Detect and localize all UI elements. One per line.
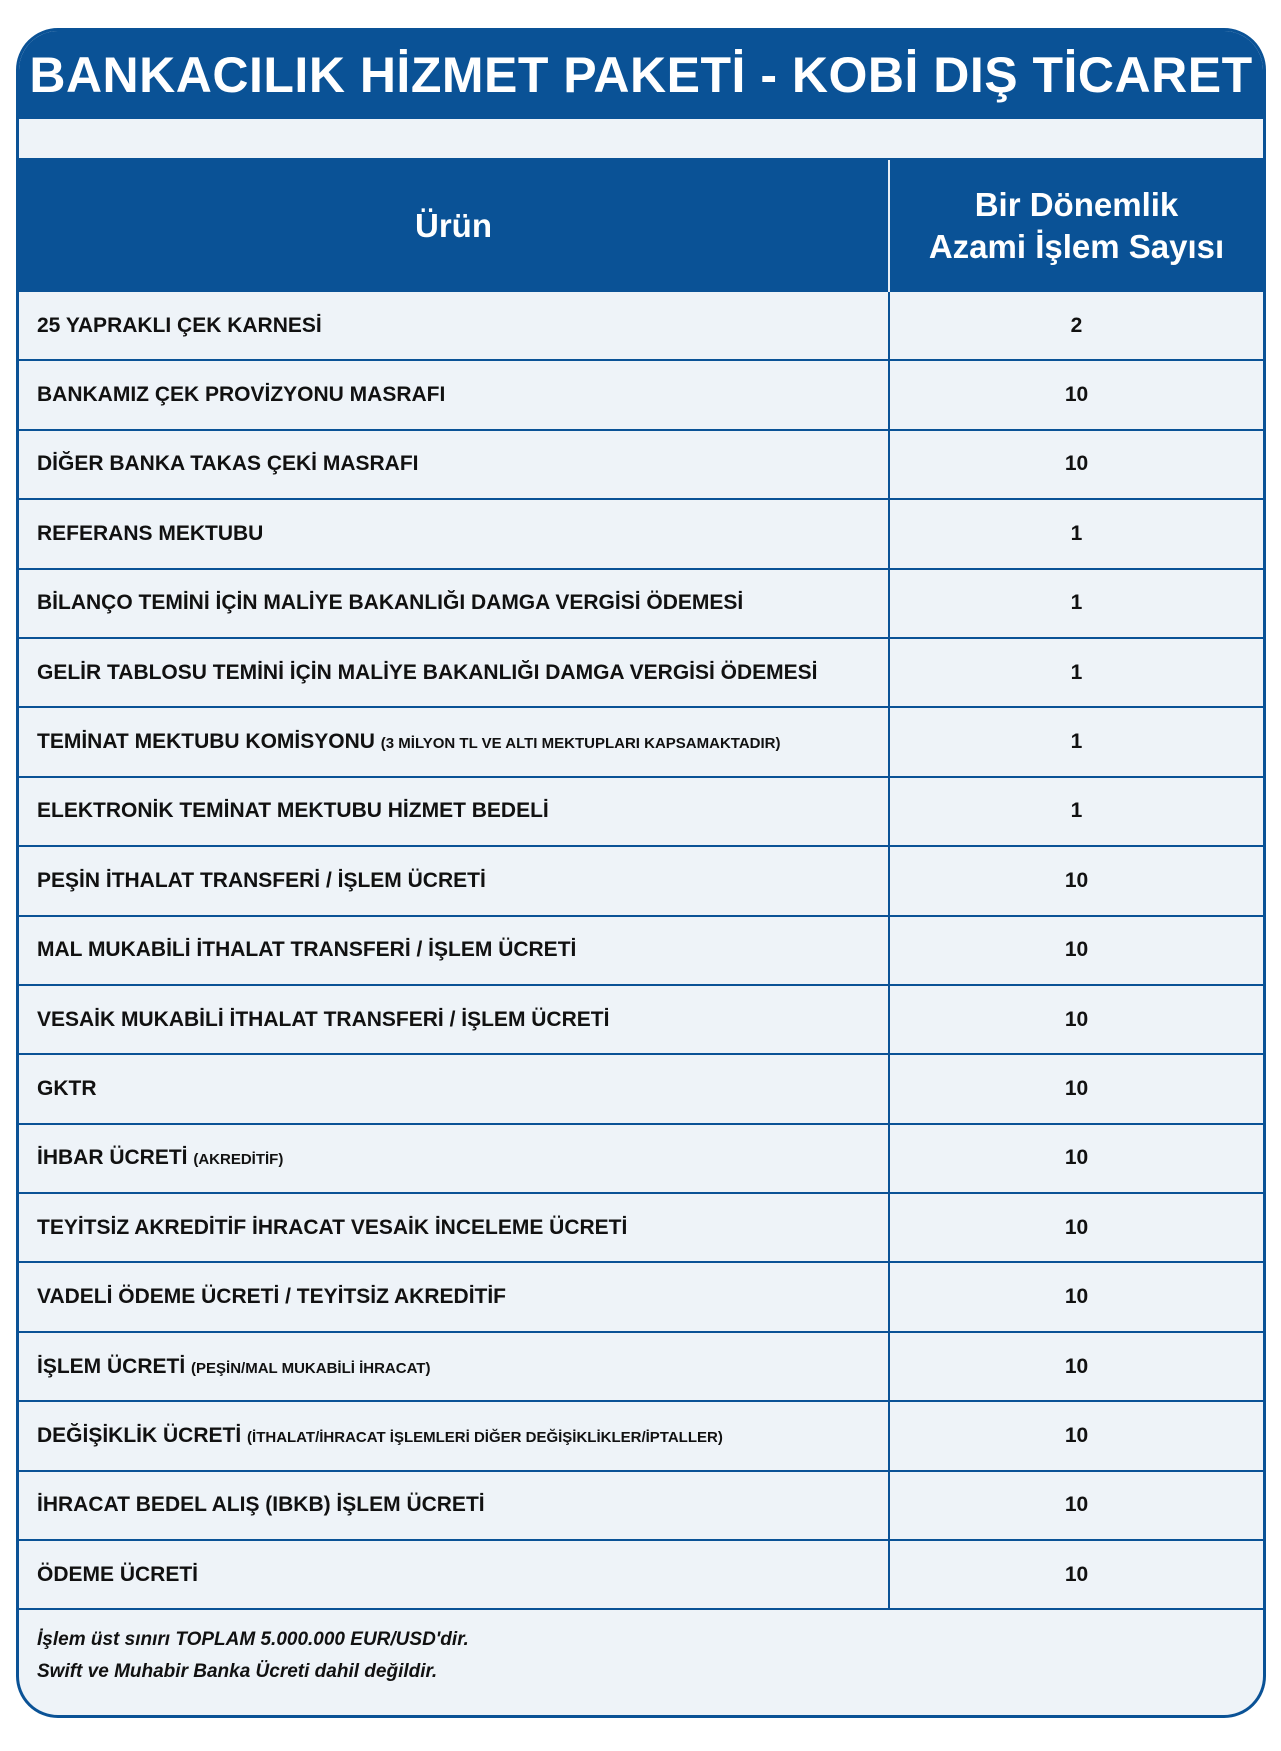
row-product-name: 25 YAPRAKLI ÇEK KARNESİ [37, 313, 322, 337]
page-title: BANKACILIK HİZMET PAKETİ - KOBİ DIŞ TİCARET [19, 31, 1263, 119]
row-count: 10 [889, 1262, 1263, 1331]
row-product-note: (3 MİLYON TL VE ALTI MEKTUPLARI KAPSAMAKTADIR) [380, 735, 781, 753]
row-product [19, 916, 889, 985]
row-product-name: İŞLEM ÜCRETİ [37, 1354, 186, 1378]
row-count: 10 [889, 1332, 1263, 1401]
row-count: 1 [889, 777, 1263, 846]
row-count: 2 [889, 292, 1263, 360]
table-header-row [19, 160, 1263, 292]
row-count: 10 [889, 985, 1263, 1054]
row-product-name: PEŞİN İTHALAT TRANSFERİ / İŞLEM ÜCRETİ [37, 868, 486, 892]
row-product-name: ELEKTRONİK TEMİNAT MEKTUBU HİZMET BEDELİ [37, 799, 549, 823]
row-product-name: DİĞER BANKA TAKAS ÇEKİ MASRAFI [37, 452, 419, 476]
table-row [19, 1124, 1263, 1193]
row-product [19, 1540, 889, 1609]
row-count: 10 [889, 1401, 1263, 1470]
row-product-name: TEYİTSİZ AKREDİTİF İHRACAT VESAİK İNCELEME ÜCRETİ [37, 1215, 628, 1239]
row-product-name: ÖDEME ÜCRETİ [37, 1562, 199, 1586]
row-product-name: GELİR TABLOSU TEMİNİ İÇİN MALİYE BAKANLIĞI DAMGA VERGİSİ ÖDEMESİ [37, 660, 818, 684]
row-product [19, 292, 889, 360]
row-count: 10 [889, 430, 1263, 499]
row-product [19, 777, 889, 846]
package-table [19, 160, 1263, 1610]
row-product [19, 430, 889, 499]
table-row [19, 430, 1263, 499]
spacer-band [19, 119, 1263, 160]
row-product [19, 1054, 889, 1123]
row-product-note: (PEŞİN/MAL MUKABİLİ İHRACAT) [191, 1359, 431, 1377]
row-product-name: İHRACAT BEDEL ALIŞ (IBKB) İŞLEM ÜCRETİ [37, 1493, 485, 1517]
row-count: 10 [889, 360, 1263, 429]
table-row [19, 1401, 1263, 1470]
footer-line-2: Swift ve Muhabir Banka Ücreti dahil değildir. [37, 1661, 438, 1683]
row-product [19, 846, 889, 915]
row-count: 10 [889, 1193, 1263, 1262]
table-row [19, 1193, 1263, 1262]
header-count [889, 160, 1263, 292]
row-product-name: İHBAR ÜCRETİ [37, 1146, 188, 1170]
row-product-name: TEMİNAT MEKTUBU KOMİSYONU [37, 730, 375, 754]
row-product [19, 1401, 889, 1470]
table-row [19, 846, 1263, 915]
table-row [19, 499, 1263, 568]
row-product-name: VADELİ ÖDEME ÜCRETİ / TEYİTSİZ AKREDİTİF [37, 1285, 507, 1309]
table-body [19, 292, 1263, 1609]
row-product-name: BANKAMIZ ÇEK PROVİZYONU MASRAFI [37, 383, 446, 407]
row-product [19, 638, 889, 707]
table-row [19, 1471, 1263, 1540]
row-product [19, 1332, 889, 1401]
table-row [19, 1540, 1263, 1609]
table-row [19, 1332, 1263, 1401]
row-count: 1 [889, 569, 1263, 638]
row-product [19, 707, 889, 776]
table-row [19, 985, 1263, 1054]
table-row [19, 360, 1263, 429]
table-row [19, 707, 1263, 776]
row-product-note: (AKREDİTİF) [193, 1151, 284, 1169]
header-count-line1: Bir Dönemlik [974, 186, 1179, 223]
header-product: Ürün [19, 160, 889, 292]
table-row [19, 638, 1263, 707]
row-count: 10 [889, 1540, 1263, 1609]
row-product [19, 1262, 889, 1331]
row-product-name: REFERANS MEKTUBU [37, 521, 264, 545]
row-product [19, 985, 889, 1054]
row-product [19, 1124, 889, 1193]
package-card [16, 28, 1266, 1718]
row-count: 10 [889, 1124, 1263, 1193]
row-count: 10 [889, 1471, 1263, 1540]
table-row [19, 777, 1263, 846]
row-product [19, 1193, 889, 1262]
header-count-line2: Azami İşlem Sayısı [928, 228, 1225, 265]
row-product-name: VESAİK MUKABİLİ İTHALAT TRANSFERİ / İŞLEM ÜCRETİ [37, 1007, 610, 1031]
table-row [19, 569, 1263, 638]
row-count: 10 [889, 1054, 1263, 1123]
table-row [19, 292, 1263, 360]
row-product [19, 499, 889, 568]
row-product-note: (İTHALAT/İHRACAT İŞLEMLERİ DİĞER DEĞİŞİKLİKLER/İPTALLER) [247, 1428, 723, 1446]
row-product [19, 569, 889, 638]
footer-notes [19, 1610, 1263, 1688]
row-product-name: DEĞİŞİKLİK ÜCRETİ [37, 1423, 242, 1447]
row-product-name: BİLANÇO TEMİNİ İÇİN MALİYE BAKANLIĞI DAMGA VERGİSİ ÖDEMESİ [37, 591, 744, 615]
row-count: 10 [889, 846, 1263, 915]
row-count: 1 [889, 638, 1263, 707]
row-product [19, 360, 889, 429]
row-product [19, 1471, 889, 1540]
table-row [19, 916, 1263, 985]
row-count: 10 [889, 916, 1263, 985]
table-row [19, 1054, 1263, 1123]
row-product-name: MAL MUKABİLİ İTHALAT TRANSFERİ / İŞLEM ÜCRETİ [37, 938, 577, 962]
row-count: 1 [889, 499, 1263, 568]
row-product-name: GKTR [37, 1076, 97, 1100]
row-count: 1 [889, 707, 1263, 776]
footer-line-1: İşlem üst sınırı TOPLAM 5.000.000 EUR/USD'dir. [37, 1629, 469, 1651]
table-row [19, 1262, 1263, 1331]
